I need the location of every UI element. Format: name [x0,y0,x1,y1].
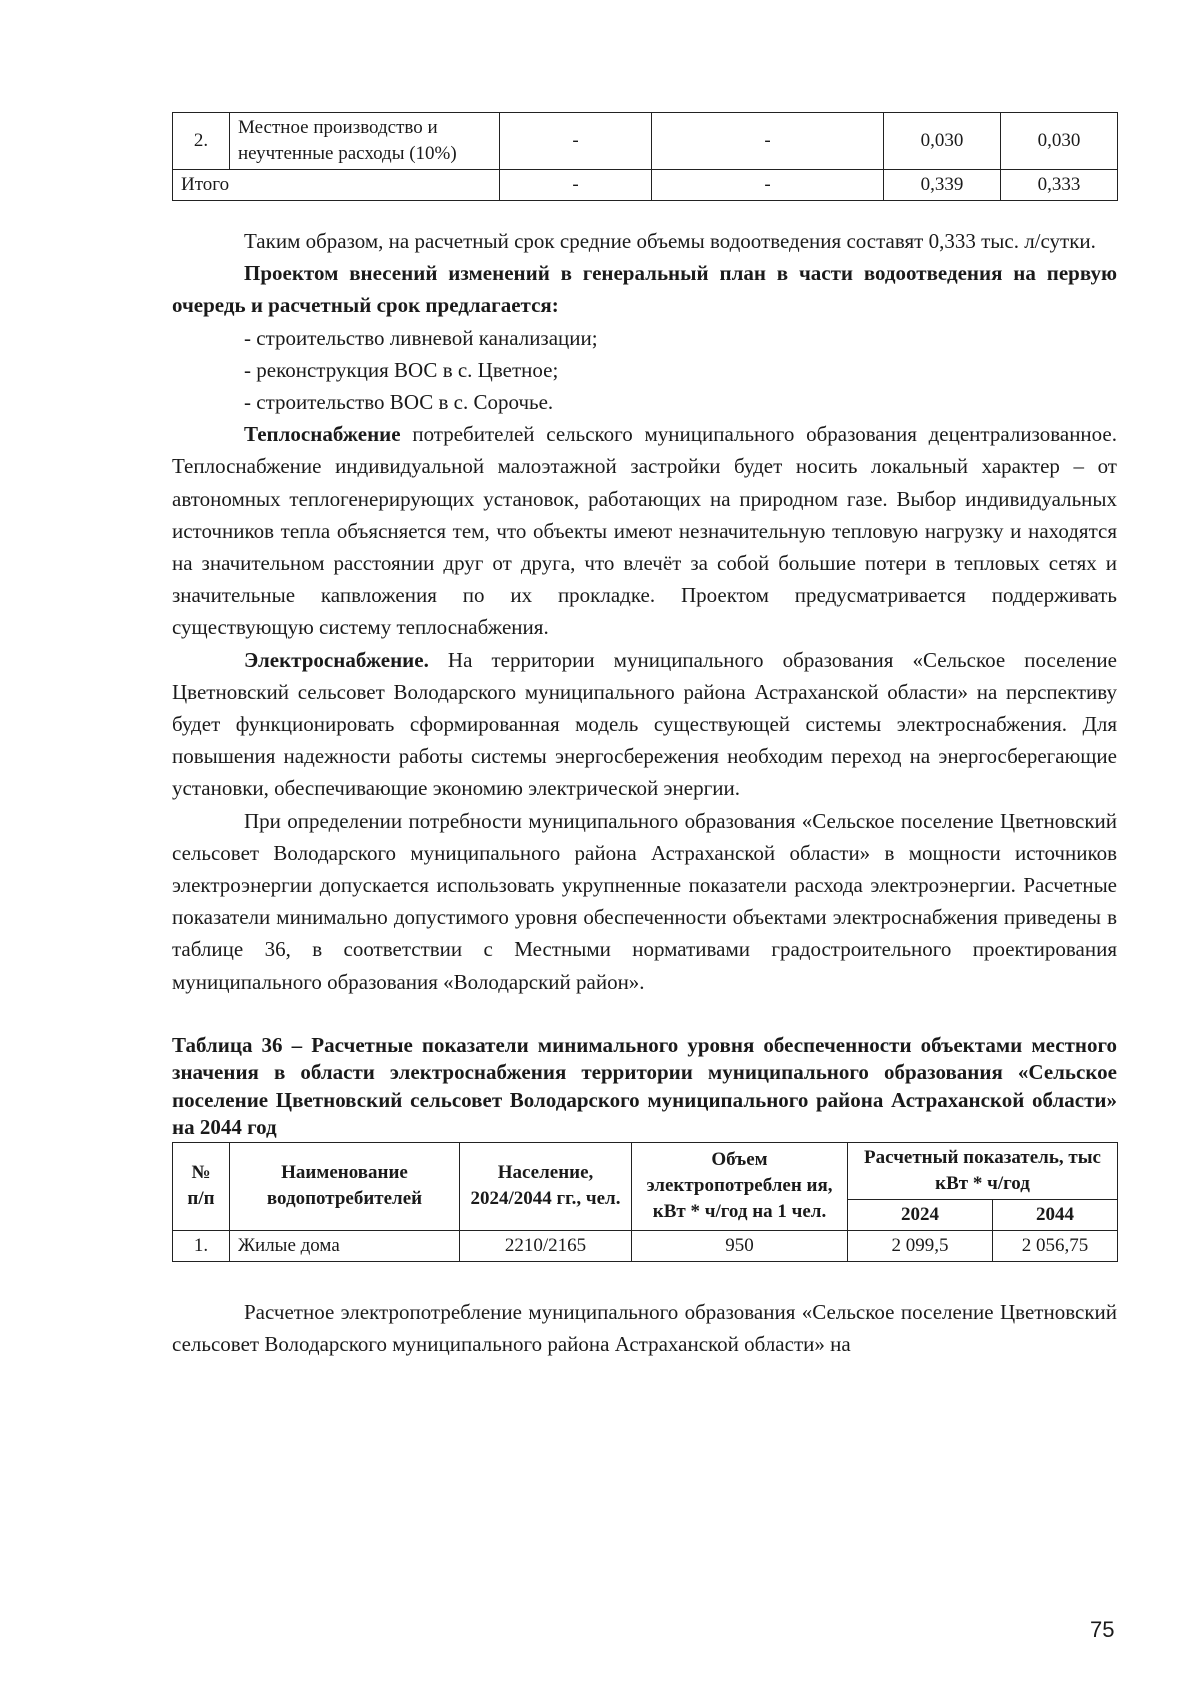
page-number: 75 [1090,1617,1115,1642]
paragraph: При определении потребности муниципального образования «Сельское поселение Цветновский сельсовет Володарского муниципального района Астраханской области» в мощности источников электроэнергии допускается использовать укрупненные показатели расхода электроэнергии. Расчетные показатели минимально допустимого уровня обеспеченности объектами электроснабжения приведены в таблице 36, в соответствии с Местными нормативами градостроительного проектирования муниципального образования «Володарский район». [172,808,1117,994]
power-heading: Электроснабжение. [244,647,429,672]
cell: 0,030 [1001,113,1118,170]
row-name: Местное производство и неучтенные расходы (10%) [230,113,500,170]
row-name: Жилые дома [230,1230,460,1261]
row-population: 2210/2165 [460,1230,632,1261]
cell: 0,339 [884,170,1001,201]
page-content [172,112,1117,1360]
cell: - [500,113,652,170]
table-row [173,113,1118,170]
header-num: № п/п [173,1142,230,1230]
row-value-2044: 2 056,75 [993,1230,1118,1261]
header-year-2024: 2024 [848,1199,993,1230]
header-volume: Объем электропотреблен ия, кВт * ч/год на 1 чел. [632,1142,848,1230]
list-item: - реконструкция ВОС в с. Цветное; [244,357,559,382]
summary-table [172,112,1118,201]
paragraph: Расчетное электропотребление муниципального образования «Сельское поселение Цветновский сельсовет Володарского муниципального района Астраханской области» на [172,1299,1117,1357]
heat-heading: Теплоснабжение [244,422,401,447]
total-label: Итого [173,170,500,201]
header-population: Население, 2024/2044 гг., чел. [460,1142,632,1230]
table-row [173,1230,1118,1261]
header-year-2044: 2044 [993,1199,1118,1230]
row-number: 2. [173,113,230,170]
power-text: На территории муниципального образования «Сельское поселение Цветновский сельсовет Володарского муниципального района Астраханской области» на перспективу будет функционировать сформированная модель существующей системы электроснабжения. Для повышения надежности работы системы энергосбережения необходим переход на энергосберегающие установки, обеспечивающие экономию электрической энергии. [172,647,1117,801]
list-item: - строительство ливневой канализации; [244,325,598,350]
cell: - [500,170,652,201]
table-header-row [173,1142,1118,1199]
header-calc: Расчетный показатель, тыс кВт * ч/год [848,1142,1118,1199]
cell: 0,030 [884,113,1001,170]
total-row [173,170,1118,201]
row-value-2024: 2 099,5 [848,1230,993,1261]
paragraph-power [172,644,1117,805]
row-number: 1. [173,1230,230,1261]
table-caption: Таблица 36 – Расчетные показатели минимального уровня обеспеченности объектами местного значения в области электроснабжения территории муниципального образования «Сельское поселение Цветновский сельсовет Володарского муниципального района Астраханской области» на 2044 год [172,1032,1117,1140]
cell: - [652,170,884,201]
paragraph-heat [172,418,1117,643]
bold-paragraph: Проектом внесений изменений в генеральный план в части водоотведения на первую очередь и расчетный срок предлагается: [172,261,1117,318]
header-name: Наименование водопотребителей [230,1142,460,1230]
table-36 [172,1142,1118,1262]
row-volume: 950 [632,1230,848,1261]
paragraph: Таким образом, на расчетный срок средние объемы водоотведения составят 0,333 тыс. л/сутки. [244,229,1096,253]
cell: - [652,113,884,170]
cell: 0,333 [1001,170,1118,201]
list-item: - строительство ВОС в с. Сорочье. [244,390,554,415]
heat-text: потребителей сельского муниципального образования децентрализованное. Теплоснабжение индивидуальной малоэтажной застройки будет носить локальный характер – от автономных теплогенерирующих установок, работающих на природном газе. Выбор индивидуальных источников тепла объясняется тем, что объекты имеют незначительную тепловую нагрузку и находятся на значительном расстоянии друг от друга, что влечёт за собой большие потери в тепловых сетях и значительные капвложения по их прокладке. Проектом предусматривается поддерживать существующую систему теплоснабжения. [172,422,1117,640]
